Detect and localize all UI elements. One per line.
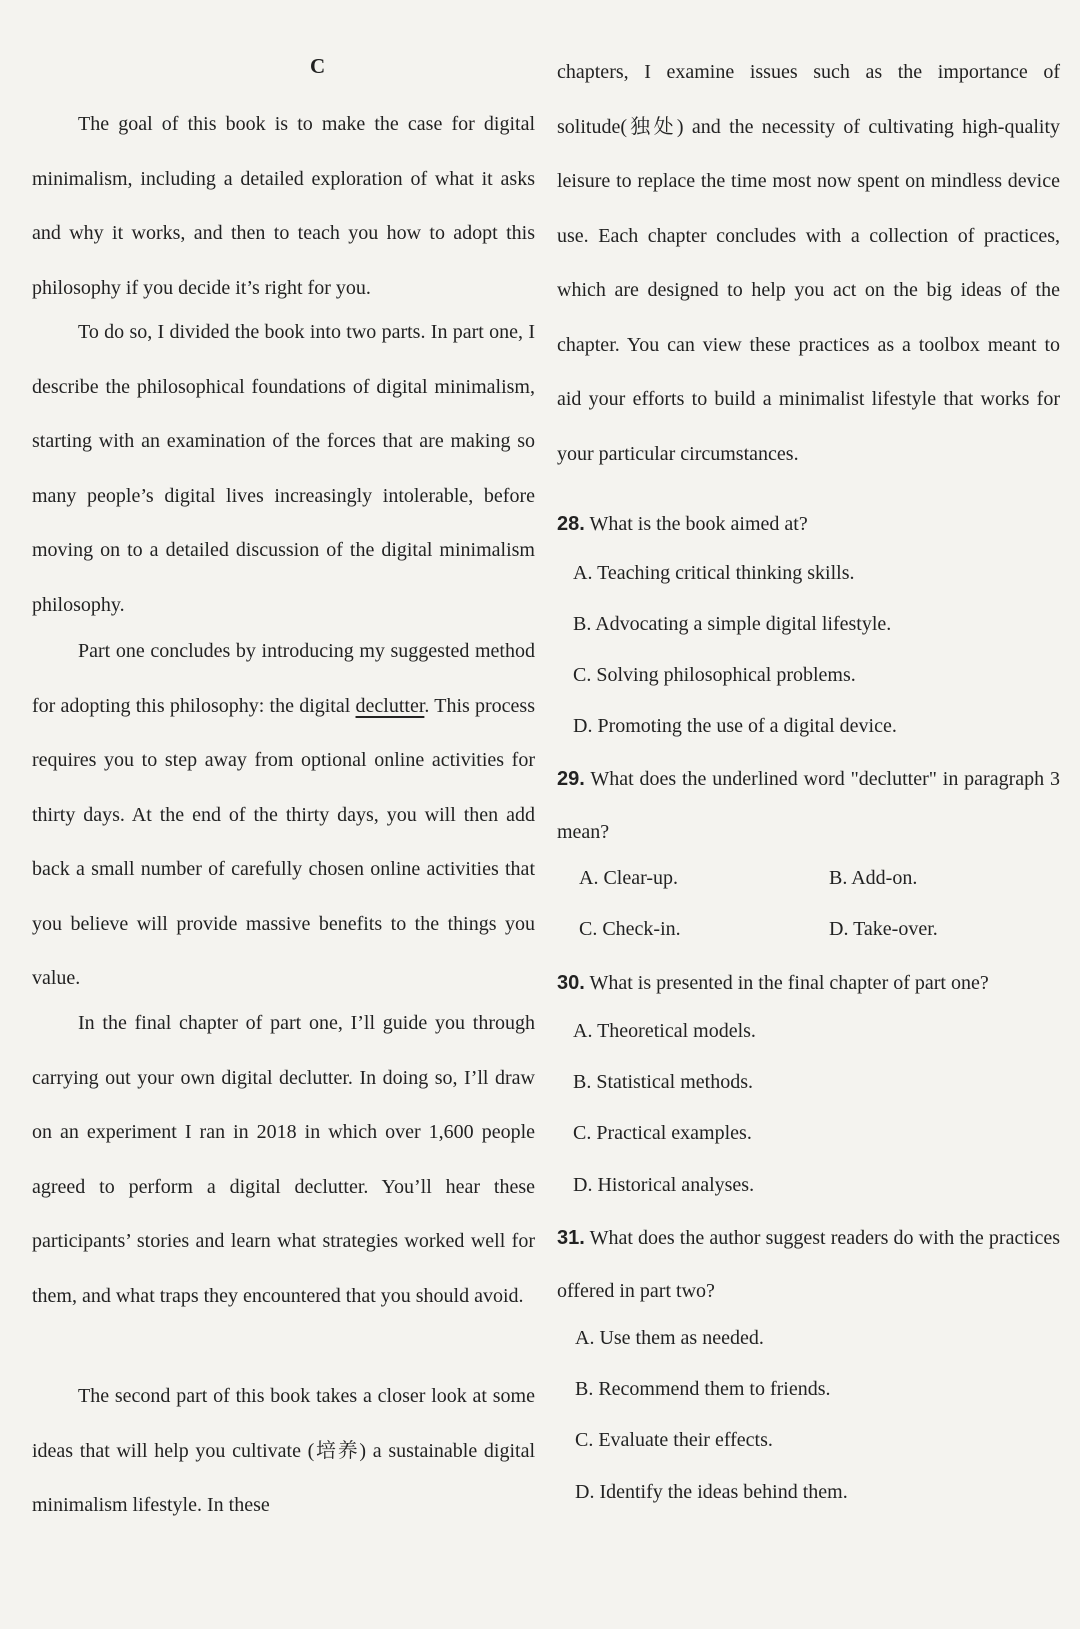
passage-paragraph-5-end: chapters, I examine issues such as the importance of solitude(独处) and the necessity of cultivating high-quality leisure to replace the time most now spent on mindless device use. Each chapter concludes with a collection of practices, which are designed to help you act on the big ideas of the chapter. You can view these practices as a toolbox meant to aid your efforts to build a minimalist lifestyle that works for your particular circumstances.: [557, 61, 1060, 465]
underlined-word: declutter: [355, 694, 425, 717]
section-letter: C: [310, 54, 326, 78]
option-31-b[interactable]: B. Recommend them to friends.: [575, 1378, 831, 1400]
passage-paragraph-3: [32, 624, 535, 1006]
option-29-a[interactable]: A. Clear-up.: [579, 867, 679, 889]
option-30-b[interactable]: B. Statistical methods.: [573, 1071, 753, 1093]
option-30-c[interactable]: C. Practical examples.: [573, 1122, 752, 1144]
question-text: What does the underlined word "declutter" in paragraph 3 mean?: [557, 768, 1060, 843]
question-text: What does the author suggest readers do with the practices offered in part two?: [557, 1227, 1060, 1302]
option-29-b[interactable]: B. Add-on.: [829, 867, 918, 889]
question-text: What is the book aimed at?: [589, 513, 808, 535]
question-number: 28.: [557, 513, 585, 535]
paragraph-3-end: . This process requires you to step away from optional online activities for thirty days. At the end of the thirty days, you will then add back a small number of carefully chosen online activities that you believe will provide massive benefits to the things you value.: [32, 694, 535, 989]
passage-paragraph-4: In the final chapter of part one, I’ll guide you through carrying out your own digital declutter. In doing so, I’ll draw on an experiment I ran in 2018 in which over 1,600 people agreed to perform a digital declutter. You’ll hear these participants’ stories and learn what strategies worked well for them, and what traps they encountered that you should avoid.: [32, 1012, 535, 1307]
question-number: 31.: [557, 1227, 585, 1249]
option-28-c[interactable]: C. Solving philosophical problems.: [573, 664, 856, 686]
passage-paragraph-2: To do so, I divided the book into two parts. In part one, I describe the philosophical foundations of digital minimalism, starting with an examination of the forces that are making so many people’s digital lives increasingly intolerable, before moving on to a detailed discussion of the digital minimalism philosophy.: [32, 321, 535, 616]
option-28-a[interactable]: A. Teaching critical thinking skills.: [573, 562, 855, 584]
option-29-d[interactable]: D. Take-over.: [829, 918, 938, 940]
option-28-b[interactable]: B. Advocating a simple digital lifestyle.: [573, 613, 892, 635]
option-28-d[interactable]: D. Promoting the use of a digital device.: [573, 715, 897, 737]
paragraph-3-start: Part one concludes by introducing my suggested method for adopting this philosophy: the digital: [32, 640, 535, 717]
question-text: What is presented in the final chapter of part one?: [589, 972, 989, 994]
option-31-a[interactable]: A. Use them as needed.: [575, 1327, 764, 1349]
option-31-c[interactable]: C. Evaluate their effects.: [575, 1429, 773, 1451]
passage-paragraph-5-start: The second part of this book takes a closer look at some ideas that will help you cultivate (培养) a sustainable digital minimalism lifestyle. In these: [32, 1385, 535, 1516]
option-29-c[interactable]: C. Check-in.: [579, 918, 681, 940]
question-number: 30.: [557, 972, 585, 994]
option-31-d[interactable]: D. Identify the ideas behind them.: [575, 1481, 848, 1503]
option-30-a[interactable]: A. Theoretical models.: [573, 1020, 756, 1042]
option-30-d[interactable]: D. Historical analyses.: [573, 1174, 755, 1196]
question-30: [557, 957, 1060, 1010]
question-31: [557, 1212, 1060, 1318]
question-28: [557, 498, 1060, 551]
question-number: 29.: [557, 768, 585, 790]
question-29: [557, 753, 1060, 859]
passage-paragraph-1: The goal of this book is to make the case for digital minimalism, including a detailed exploration of what it asks and why it works, and then to teach you how to adopt this philosophy if you decide it’s right for you.: [32, 113, 535, 299]
